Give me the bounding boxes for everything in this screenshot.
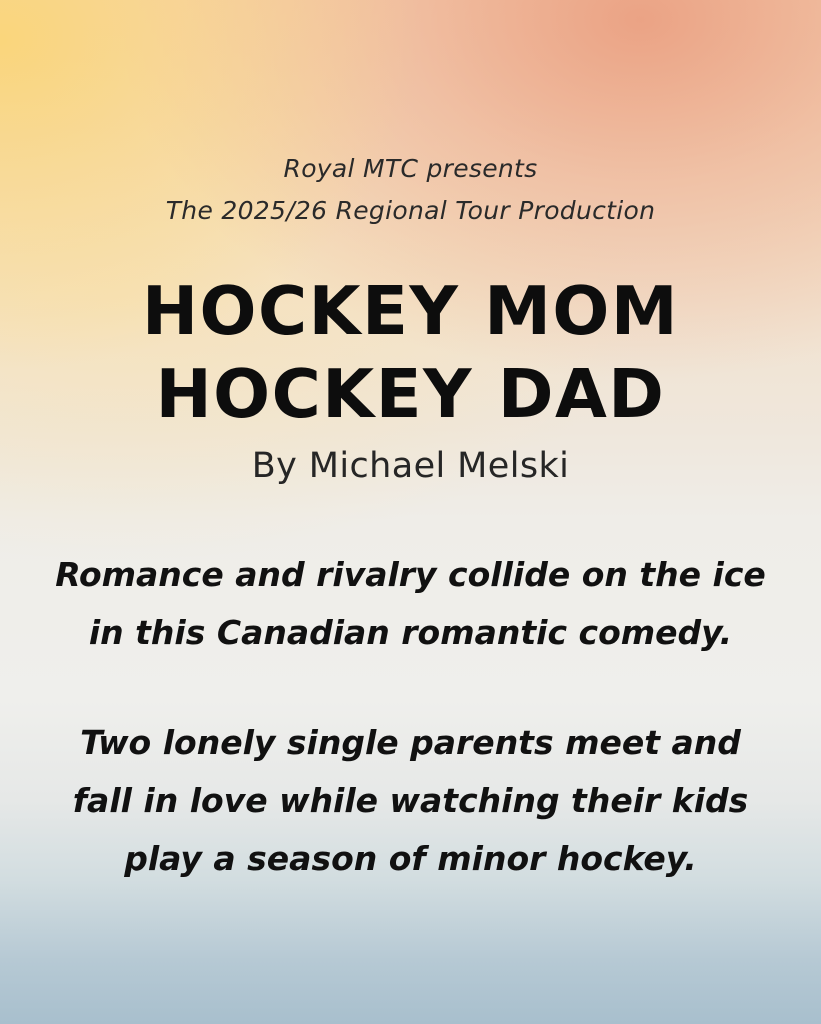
description-line: Romance and rivalry collide on the ice [55, 555, 766, 594]
description-line: play a season of minor hockey. [124, 839, 697, 878]
description-line: Two lonely single parents meet and [80, 723, 741, 762]
presenter-line: Royal MTC presents [283, 154, 538, 183]
show-title-line-2: HOCKEY DAD [155, 355, 666, 433]
production-line: The 2025/26 Regional Tour Production [165, 196, 656, 225]
show-title-line-1: HOCKEY MOM [141, 272, 680, 350]
description-line: fall in love while watching their kids [72, 781, 749, 820]
author-credit: By Michael Melski [251, 446, 570, 486]
description-line: in this Canadian romantic comedy. [88, 613, 733, 652]
